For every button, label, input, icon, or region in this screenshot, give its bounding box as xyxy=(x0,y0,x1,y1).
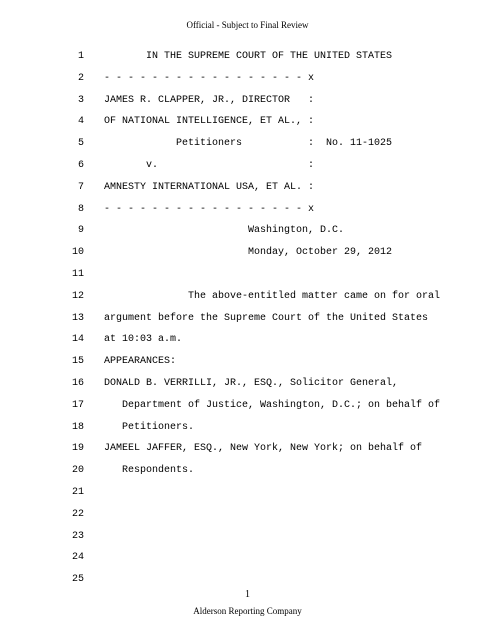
line-number: 15 xyxy=(71,356,84,368)
line-text: Monday, October 29, 2012 xyxy=(104,247,393,259)
line-text: OF NATIONAL INTELLIGENCE, ET AL., : xyxy=(104,116,315,128)
line-number: 14 xyxy=(71,334,84,346)
line-number: 22 xyxy=(71,508,84,520)
line-text: Petitioners. xyxy=(104,421,195,433)
line-text: - - - - - - - - - - - - - - - - - x xyxy=(104,72,315,84)
line-number: 2 xyxy=(77,72,84,84)
page-number: 1 xyxy=(245,589,250,600)
line-number: 21 xyxy=(71,487,84,498)
page-footer: Alderson Reporting Company xyxy=(193,606,302,616)
line-number: 5 xyxy=(77,138,84,150)
line-number: 13 xyxy=(71,312,84,324)
line-number: 23 xyxy=(71,530,84,542)
line-number: 7 xyxy=(77,181,84,193)
line-number: 1 xyxy=(77,51,84,62)
line-number: 11 xyxy=(71,269,84,280)
line-text: The above-entitled matter came on for oral xyxy=(104,290,441,302)
line-number: 17 xyxy=(71,399,84,411)
line-number: 12 xyxy=(71,290,84,302)
line-number: 3 xyxy=(77,94,84,106)
line-text: JAMEEL JAFFER, ESQ., New York, New York; on behalf of xyxy=(104,443,423,455)
line-text: AMNESTY INTERNATIONAL USA, ET AL. : xyxy=(104,181,315,193)
line-text: IN THE SUPREME COURT OF THE UNITED STATES xyxy=(104,51,393,62)
line-text: Washington, D.C. xyxy=(104,225,345,237)
line-text: APPEARANCES: xyxy=(104,356,177,368)
line-text: Department of Justice, Washington, D.C.; on behalf of xyxy=(104,399,441,411)
line-number: 8 xyxy=(77,203,84,215)
line-number: 25 xyxy=(71,574,84,586)
line-text: Respondents. xyxy=(104,465,195,477)
line-number: 24 xyxy=(71,552,84,564)
page-header: Official - Subject to Final Review xyxy=(186,20,309,30)
line-text: at 10:03 a.m. xyxy=(104,334,183,346)
line-text: v. : xyxy=(104,160,315,171)
line-number: 19 xyxy=(71,443,84,455)
line-number: 20 xyxy=(71,465,84,477)
line-number: 6 xyxy=(77,160,84,171)
line-number: 4 xyxy=(77,116,84,128)
line-number: 18 xyxy=(71,421,84,433)
line-number: 10 xyxy=(71,247,84,259)
line-text: Petitioners : No. 11-1025 xyxy=(104,138,393,150)
line-number: 16 xyxy=(71,378,84,389)
line-text: - - - - - - - - - - - - - - - - - x xyxy=(104,203,315,215)
line-text: argument before the Supreme Court of the United States xyxy=(104,312,429,324)
line-number: 9 xyxy=(77,225,84,237)
line-text: DONALD B. VERRILLI, JR., ESQ., Solicitor General, xyxy=(104,378,399,389)
line-text: JAMES R. CLAPPER, JR., DIRECTOR : xyxy=(104,94,315,106)
